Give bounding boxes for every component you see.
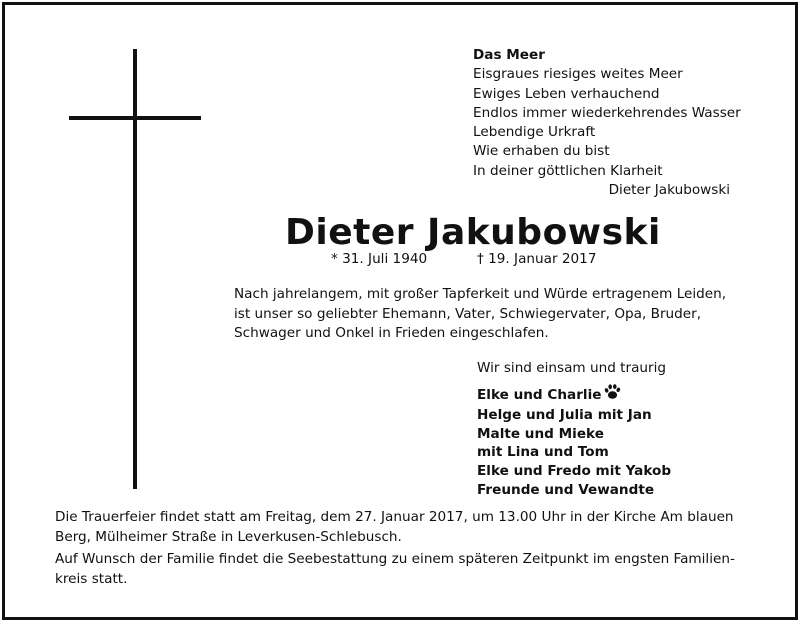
mourner-entry: mit Lina und Tom bbox=[477, 444, 609, 461]
burial-info-line: kreis statt. bbox=[55, 571, 128, 587]
deceased-name: Dieter Jakubowski bbox=[285, 212, 661, 253]
obituary-notice bbox=[2, 2, 798, 620]
poem-author: Dieter Jakubowski bbox=[608, 182, 730, 199]
poem-line: Wie erhaben du bist bbox=[473, 143, 610, 160]
poem-line: Endlos immer wiederkehrendes Wasser bbox=[473, 104, 741, 121]
poem-line: Eisgraues riesiges weites Meer bbox=[473, 66, 683, 83]
poem bbox=[473, 46, 773, 200]
poem-line: Ewiges Leben verhauchend bbox=[473, 85, 660, 102]
mourners-intro: Wir sind einsam und traurig bbox=[477, 360, 667, 376]
mourner-entry: Helge und Julia mit Jan bbox=[477, 407, 652, 424]
poem-line: In deiner göttlichen Klarheit bbox=[473, 162, 663, 179]
mourner-entry bbox=[477, 383, 671, 407]
funeral-service-info bbox=[55, 507, 775, 547]
announcement-line: ist unser so geliebter Ehemann, Vater, Schwiegervater, Opa, Bruder, bbox=[234, 305, 702, 322]
paw-print-icon bbox=[603, 383, 621, 407]
mourner-name: Elke und Charlie bbox=[477, 386, 602, 403]
service-info-line: Die Trauerfeier findet statt am Freitag, dem 27. Januar 2017, um 13.00 Uhr in der Kirche Am blauen bbox=[55, 509, 734, 525]
death-date: † 19. Januar 2017 bbox=[477, 251, 597, 267]
mourner-entry: Freunde und Vewandte bbox=[477, 481, 655, 498]
poem-line: Lebendige Urkraft bbox=[473, 124, 596, 141]
death-announcement bbox=[234, 285, 754, 344]
birth-date: * 31. Juli 1940 bbox=[331, 251, 428, 267]
poem-title: Das Meer bbox=[473, 47, 545, 63]
cross-vertical-bar bbox=[133, 49, 137, 489]
cross-horizontal-bar bbox=[69, 116, 201, 120]
mourner-entry: Elke und Fredo mit Yakob bbox=[477, 462, 672, 479]
burial-info-line: Auf Wunsch der Familie findet die Seebestattung zu einem späteren Zeitpunkt im engsten Familien- bbox=[55, 551, 735, 567]
mourner-entry: Malte und Mieke bbox=[477, 425, 604, 442]
sea-burial-info bbox=[55, 549, 775, 589]
mourners-list bbox=[477, 359, 671, 499]
announcement-line: Schwager und Onkel in Frieden eingeschlafen. bbox=[234, 325, 549, 341]
service-info-line: Berg, Mülheimer Straße in Leverkusen-Schlebusch. bbox=[55, 529, 402, 545]
announcement-line: Nach jahrelangem, mit großer Tapferkeit und Würde ertragenem Leiden, bbox=[234, 286, 727, 302]
